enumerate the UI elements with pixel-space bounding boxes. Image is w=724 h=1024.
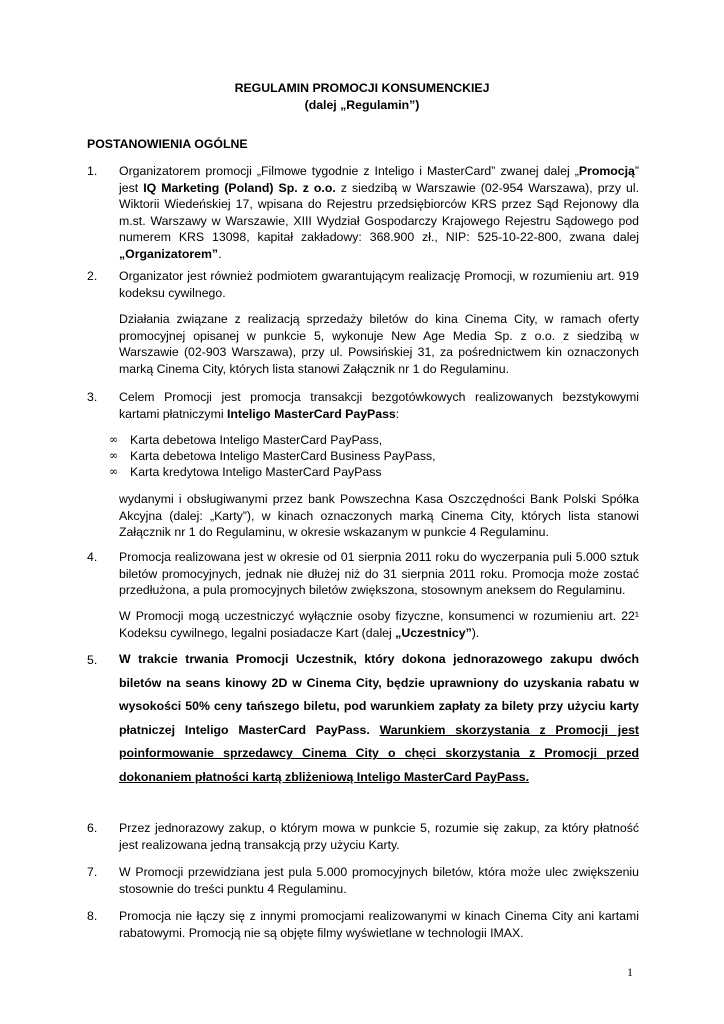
- item-number-8: 8.: [87, 909, 98, 923]
- item-number-5: 5.: [87, 653, 98, 667]
- paragraph-2: Organizator jest również podmiotem gwarantującym realizację Promocji, w rozumieniu art. 919 kodeksu cywilnego.: [119, 269, 639, 300]
- item-number-1: 1.: [87, 164, 98, 178]
- paragraph-7: W Promocji przewidziana jest pula 5.000 promocyjnych biletów, która może ulec zwiększeniu stosownie do treści punktu 4 Regulaminu.: [119, 865, 639, 896]
- paragraph-3: Celem Promocji jest promocja transakcji bezgotówkowych realizowanych bezstykowymi kartami płatniczymi Inteligo MasterCard PayPass:: [119, 390, 639, 421]
- page-number: 1: [627, 965, 633, 979]
- paragraph-5: W trakcie trwania Promocji Uczestnik, który dokona jednorazowego zakupu dwóch biletów na seans kinowy 2D w Cinema City, będzie uprawniony do uzyskania rabatu w wysokości 50% ceny tańszego biletu, pod warunkiem zapłaty za bilety przy użyciu karty płatniczej Inteligo MasterCard PayPass. Warunkiem skorzystania z Promocji jest poinformowanie sprzedawcy Cinema City o chęci skorzystania z Promocji przed dokonaniem płatności kartą zbliżeniową Inteligo MasterCard PayPass.: [119, 652, 640, 784]
- bullet-icon: ∞: [109, 449, 119, 462]
- paragraph-3-continued: wydanymi i obsługiwanymi przez bank Powszechna Kasa Oszczędności Bank Polski Spółka Akcyjna (dalej: „Karty”), w kinach oznaczonych marką Cinema City, których lista stanowi Załącznik nr 1 do Regulaminu, w okresie wskazanym w punkcie 4 Regulaminu.: [119, 492, 639, 539]
- item-number-6: 6.: [87, 821, 98, 835]
- paragraph-2-continued: Działania związane z realizacją sprzedaży biletów do kina Cinema City, w ramach oferty promocyjnej opisanej w punkcie 5, wykonuje New Age Media Sp. z o.o. z siedzibą w Warszawie (02-903 Warszawa), przy ul. Powsińskiej 31, za pośrednictwem kin oznaczonych marką Cinema City, których lista stanowi Załącznik nr 1 do Regulaminu.: [119, 312, 639, 376]
- bullet-icon: ∞: [109, 465, 119, 478]
- paragraph-6: Przez jednorazowy zakup, o którym mowa w punkcie 5, rozumie się zakup, za który płatność jest realizowana jedną transakcją przy użyciu Karty.: [119, 821, 639, 852]
- bullet-icon: ∞: [109, 433, 119, 446]
- item-number-4: 4.: [87, 550, 98, 564]
- list-item: ∞ Karta kredytowa Inteligo MasterCard PayPass: [109, 465, 382, 479]
- paragraph-1: Organizatorem promocji „Filmowe tygodnie z Inteligo i MasterCard” zwanej dalej „Promocją” jest IQ Marketing (Poland) Sp. z o.o. z siedzibą w Warszawie (02-954 Warszawa), przy ul. Wiktorii Wiedeńskiej 17, wpisana do Rejestru przedsiębiorców KRS przez Sąd Rejonowy dla m.st. Warszawy w Warszawie, XIII Wydział Gospodarczy Krajowego Rejestru Sądowego pod numerem KRS 13098, kapitał zakładowy: 368.900 zł., NIP: 525-10-22-800, zwana dalej „Organizatorem”.: [119, 164, 639, 261]
- paragraph-4: Promocja realizowana jest w okresie od 01 sierpnia 2011 roku do wyczerpania puli 5.000 sztuk biletów promocyjnych, jednak nie dłużej niż do 31 sierpnia 2011 roku. Promocja może zostać przedłużona, a pula promocyjnych biletów zwiększona, stosownym aneksem do Regulaminu.: [119, 550, 639, 597]
- paragraph-4-continued: W Promocji mogą uczestniczyć wyłącznie osoby fizyczne, konsumenci w rozumieniu art. 22¹ Kodeksu cywilnego, legalni posiadacze Kart (dalej „Uczestnicy”).: [119, 609, 639, 640]
- item-number-3: 3.: [87, 390, 98, 404]
- item-number-7: 7.: [87, 865, 98, 879]
- section-heading: POSTANOWIENIA OGÓLNE: [87, 137, 248, 151]
- card-list: [109, 432, 436, 480]
- list-item: ∞ Karta debetowa Inteligo MasterCard PayPass,: [109, 433, 383, 447]
- list-item: ∞ Karta debetowa Inteligo MasterCard Business PayPass,: [109, 449, 436, 463]
- item-number-2: 2.: [87, 269, 98, 283]
- document-title: REGULAMIN PROMOCJI KONSUMENCKIEJ: [234, 81, 490, 95]
- document-subtitle: (dalej „Regulamin”): [304, 98, 420, 112]
- paragraph-8: Promocja nie łączy się z innymi promocjami realizowanymi w kinach Cinema City ani kartami rabatowymi. Promocją nie są objęte filmy wyświetlane w technologii IMAX.: [119, 909, 639, 940]
